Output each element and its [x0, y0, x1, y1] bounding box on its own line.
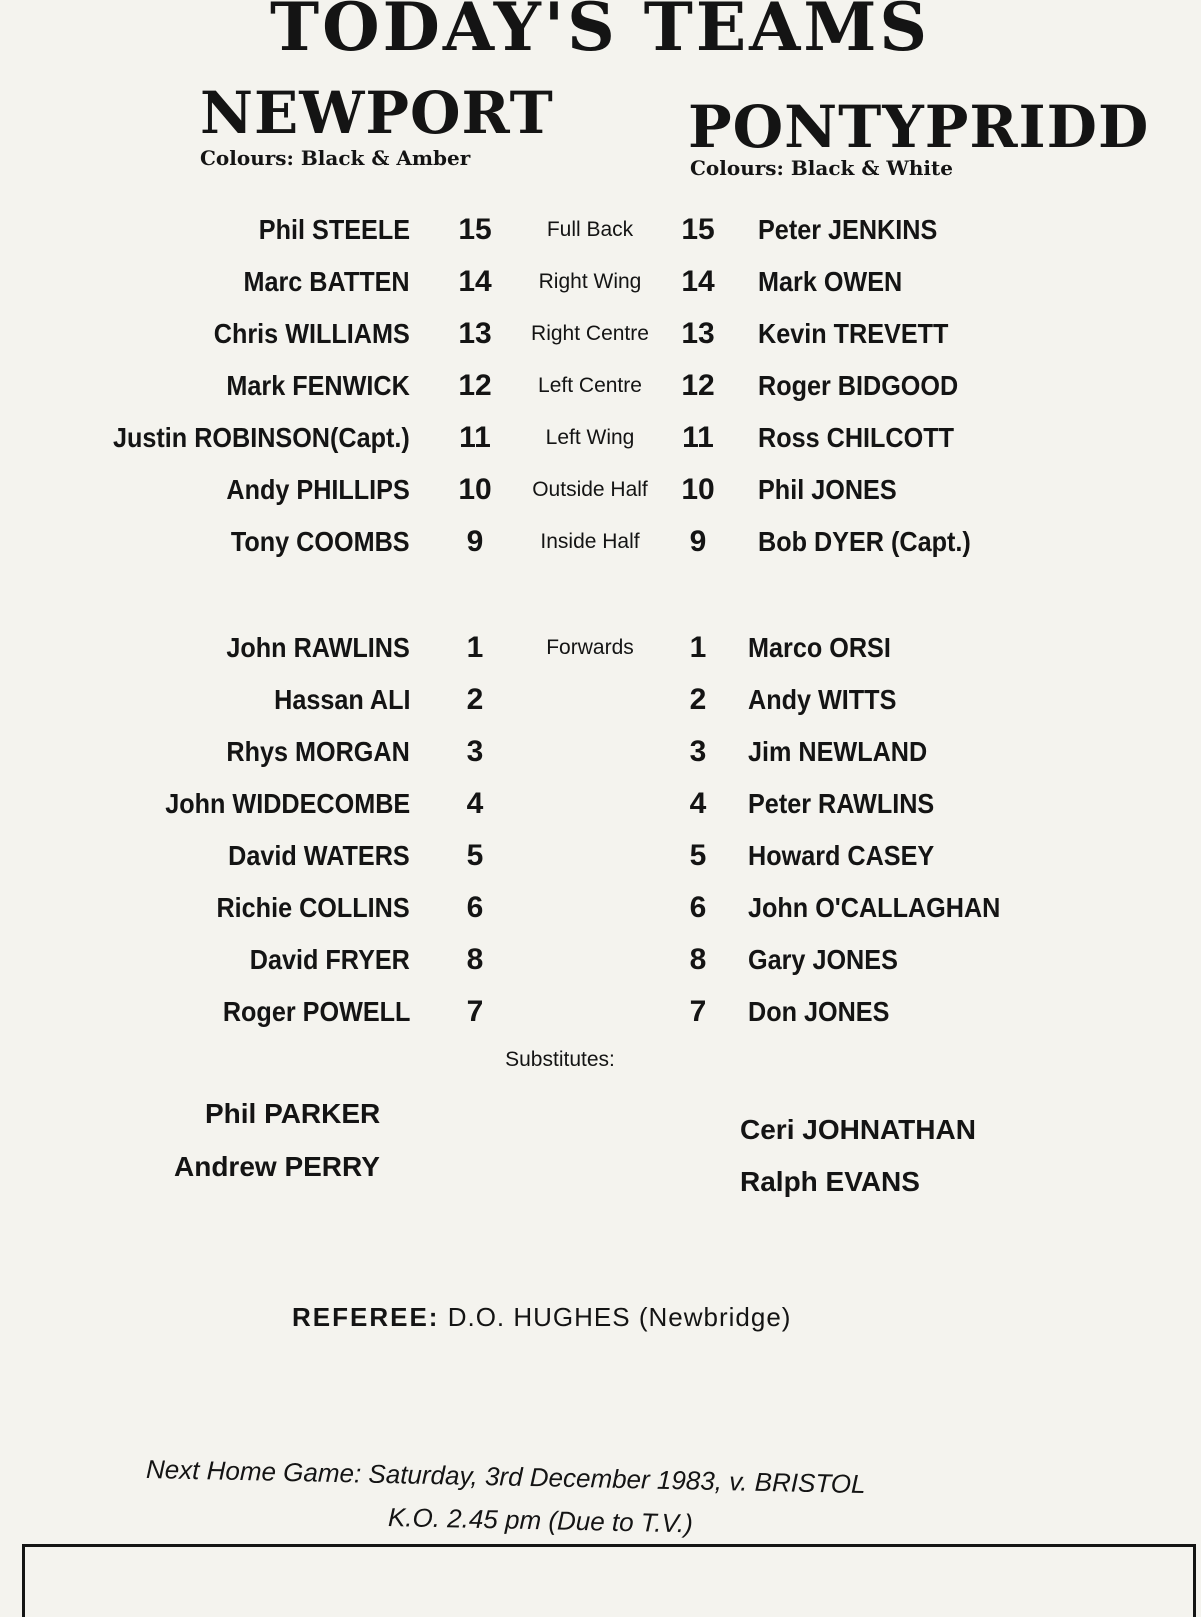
- home-player-name: Chris WILLIAMS: [214, 318, 410, 349]
- lineup-row: [0, 836, 1201, 876]
- away-player-name: Ross CHILCOTT: [758, 422, 955, 453]
- home-player-name: John WIDDECOMBE: [165, 788, 410, 819]
- away-team-colours: Colours: Black & White: [690, 156, 953, 180]
- home-player-name: Tony COOMBS: [231, 526, 410, 557]
- home-player-name: David FRYER: [249, 944, 410, 975]
- lineup-row: [0, 262, 1201, 302]
- home-player-number: 6: [466, 891, 484, 924]
- lineup-row: [0, 888, 1201, 928]
- home-player-name: Mark FENWICK: [226, 370, 410, 401]
- away-player-name: Roger BIDGOOD: [758, 370, 959, 401]
- position-label: Forwards: [546, 636, 634, 659]
- away-player-name: Mark OWEN: [758, 266, 903, 297]
- lineup-row: [0, 732, 1201, 772]
- home-player-number: 7: [466, 995, 484, 1028]
- lineup-row: [0, 470, 1201, 510]
- home-player-name: Justin ROBINSON(Capt.): [113, 422, 410, 453]
- lineup-row: [0, 940, 1201, 980]
- home-player-name: John RAWLINS: [226, 632, 410, 663]
- away-player-number: 5: [689, 839, 707, 872]
- away-player-number: 8: [689, 943, 707, 976]
- home-player-number: 13: [458, 317, 492, 350]
- home-player-number: 12: [458, 369, 492, 402]
- away-substitute: Ceri JOHNATHAN: [740, 1114, 976, 1145]
- position-label: Right Wing: [538, 270, 642, 293]
- home-player-name: Hassan ALI: [273, 684, 410, 715]
- home-team-colours: Colours: Black & Amber: [200, 146, 471, 170]
- away-player-name: John O'CALLAGHAN: [748, 892, 1001, 923]
- away-player-number: 3: [689, 735, 707, 768]
- away-player-name: Peter JENKINS: [758, 214, 938, 245]
- home-player-number: 11: [459, 421, 491, 454]
- home-player-number: 1: [466, 631, 484, 664]
- lineup-row: [0, 418, 1201, 458]
- position-label: Right Centre: [531, 322, 649, 345]
- home-player-number: 14: [458, 265, 492, 298]
- position-label: Inside Half: [540, 530, 640, 553]
- page-title: TODAY'S TEAMS: [270, 0, 931, 66]
- referee-name: D.O. HUGHES (Newbridge): [447, 1302, 792, 1332]
- away-player-number: 15: [681, 213, 715, 246]
- lineup-row: [0, 784, 1201, 824]
- away-player-name: Kevin TREVETT: [758, 318, 949, 349]
- away-player-number: 12: [681, 369, 715, 402]
- lineup-row: [0, 210, 1201, 250]
- away-player-name: Marco ORSI: [748, 632, 891, 663]
- home-player-name: Rhys MORGAN: [226, 736, 410, 767]
- home-player-number: 10: [458, 473, 492, 506]
- away-player-name: Bob DYER (Capt.): [758, 526, 971, 557]
- away-player-name: Howard CASEY: [748, 840, 935, 871]
- away-team-name: PONTYPRIDD: [688, 93, 1150, 161]
- home-player-name: Roger POWELL: [222, 996, 410, 1027]
- away-player-number: 2: [689, 683, 707, 716]
- away-player-number: 10: [681, 473, 715, 506]
- lineup-row: [0, 522, 1201, 562]
- position-label: Left Wing: [545, 426, 635, 449]
- away-player-number: 1: [689, 631, 707, 664]
- home-player-number: 15: [458, 213, 492, 246]
- home-player-number: 4: [466, 787, 484, 820]
- home-player-number: 8: [466, 943, 484, 976]
- position-label: Full Back: [546, 218, 634, 241]
- home-player-name: David WATERS: [228, 840, 410, 871]
- home-player-number: 9: [466, 525, 484, 558]
- home-player-number: 3: [466, 735, 484, 768]
- lineup-row: [0, 992, 1201, 1032]
- home-player-number: 2: [466, 683, 484, 716]
- next-home-game: Next Home Game: Saturday, 3rd December 1983, v. BRISTOL: [145, 1454, 866, 1500]
- away-player-number: 7: [689, 995, 707, 1028]
- away-player-name: Gary JONES: [748, 944, 898, 975]
- referee-label: REFEREE:: [292, 1302, 440, 1332]
- away-player-number: 14: [681, 265, 715, 298]
- kick-off-time: K.O. 2.45 pm (Due to T.V.): [387, 1502, 694, 1539]
- lineup-row: [0, 314, 1201, 354]
- away-player-name: Andy WITTS: [748, 684, 897, 715]
- home-player-name: Marc BATTEN: [243, 266, 410, 297]
- position-label: Outside Half: [532, 478, 648, 501]
- home-substitute: Andrew PERRY: [174, 1151, 380, 1182]
- home-substitute: Phil PARKER: [205, 1098, 381, 1129]
- away-player-name: Peter RAWLINS: [748, 788, 935, 819]
- away-substitute: Ralph EVANS: [740, 1166, 920, 1197]
- away-player-number: 4: [689, 787, 707, 820]
- home-player-name: Andy PHILLIPS: [226, 474, 410, 505]
- away-player-name: Don JONES: [748, 996, 890, 1027]
- substitutes-label: Substitutes:: [505, 1048, 615, 1071]
- home-team-name: NEWPORT: [200, 79, 554, 147]
- lineup-row: [0, 366, 1201, 406]
- lineup-row: [0, 628, 1201, 668]
- away-player-number: 11: [682, 421, 714, 454]
- away-player-name: Phil JONES: [758, 474, 897, 505]
- away-player-number: 9: [689, 525, 707, 558]
- away-player-name: Jim NEWLAND: [748, 736, 928, 767]
- home-player-name: Phil STEELE: [258, 214, 410, 245]
- away-player-number: 13: [681, 317, 715, 350]
- away-player-number: 6: [689, 891, 707, 924]
- lineup-row: [0, 680, 1201, 720]
- bottom-border-box: [22, 1544, 1196, 1617]
- home-player-number: 5: [466, 839, 484, 872]
- referee-line: [292, 1302, 791, 1333]
- home-player-name: Richie COLLINS: [216, 892, 410, 923]
- position-label: Left Centre: [538, 374, 642, 397]
